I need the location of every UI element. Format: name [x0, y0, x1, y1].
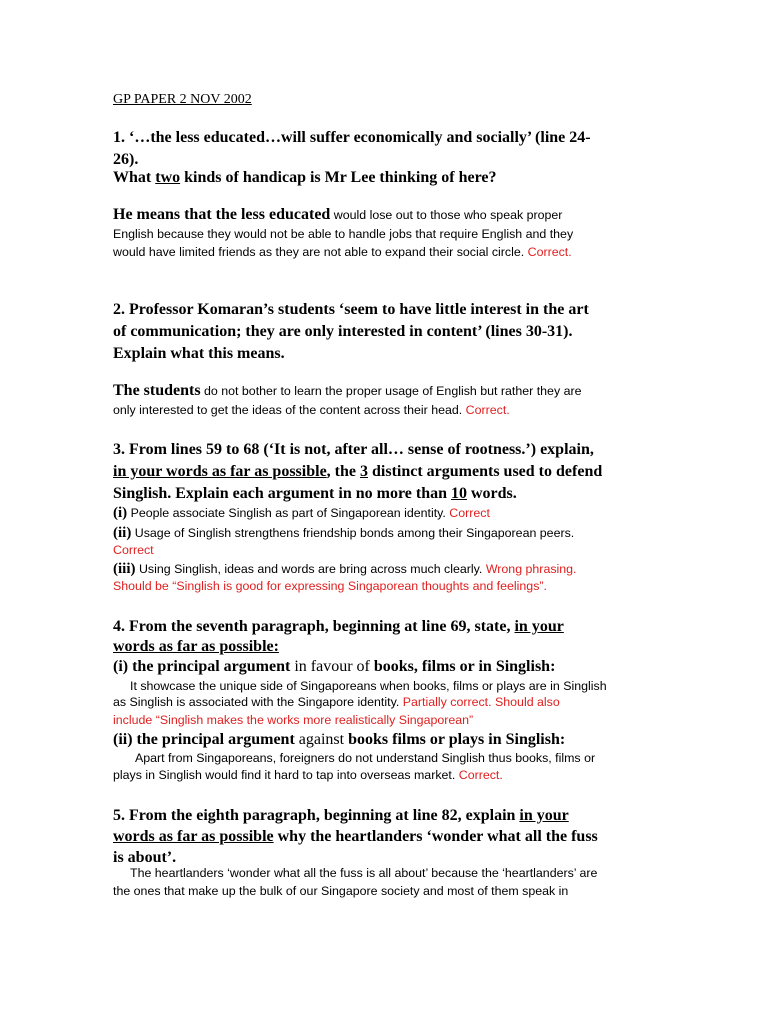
q3-answer-i-text: People associate Singlish as part of Singaporean identity.	[127, 506, 446, 520]
q2-answer-line-2	[113, 402, 510, 419]
q4-underlined-1: in your	[514, 618, 564, 635]
page-title: GP PAPER 2 NOV 2002	[113, 92, 252, 107]
q5-line-3: is about’.	[113, 849, 177, 866]
q1-underlined-two: two	[155, 169, 181, 186]
q3-line-3-pre: Singlish. Explain each argument in no more than	[113, 485, 451, 502]
q2-line-2: of communication; they are only interested in content’ (lines 30-31).	[113, 323, 573, 340]
q3-line-3-post: words.	[466, 485, 517, 502]
q4-sub-i-heading	[113, 656, 555, 678]
q4-mark-i-2: include “Singlish makes the works more realistically Singaporean”	[113, 713, 474, 727]
q1-mark: Correct.	[524, 245, 572, 259]
q2-line-3: Explain what this means.	[113, 345, 285, 362]
q4-line-1	[113, 616, 564, 638]
q3-line-2	[113, 461, 602, 483]
q4-sub-ii-bold: (ii) the principal argument	[113, 731, 295, 748]
q5-underlined-2: words as far as possible	[113, 828, 274, 845]
q3-answer-i	[113, 504, 490, 522]
q3-label-iii: (iii)	[113, 561, 136, 577]
q2-mark: Correct.	[462, 403, 510, 417]
q3-label-ii: (ii)	[113, 525, 132, 541]
q4-sub-i-bold-2: books, films or in Singlish:	[373, 658, 556, 675]
q2-line-1: 2. Professor Komaran’s students ‘seem to have little interest in the art	[113, 301, 589, 318]
q1-answer-line-2: English because they would not be able to handle jobs that require English and they	[113, 227, 574, 241]
q1-line-2: 26).	[113, 151, 139, 168]
q4-i-answer-2-text: as Singlish is associated with the Singapore identity.	[113, 695, 400, 709]
q4-sub-i-bold: (i) the principal argument	[113, 658, 291, 675]
q4-line-2: words as far as possible:	[113, 638, 279, 655]
q3-answer-ii	[113, 524, 574, 542]
q1-line-1: 1. ‘…the less educated…will suffer economically and socially’ (line 24-	[113, 129, 591, 146]
q3-line-2-post: distinct arguments used to defend	[368, 463, 603, 480]
q3-underlined-ten: 10	[450, 485, 467, 502]
q1-answer-line-1	[113, 206, 562, 224]
q5-line-2-post: why the heartlanders ‘wonder what all the fuss	[273, 828, 598, 845]
q5-line-1-pre: 5. From the eighth paragraph, beginning at line 82, explain	[113, 807, 520, 824]
q5-underlined-1: in your	[519, 807, 569, 824]
q4-i-answer-1: It showcase the unique side of Singaporeans when books, films or plays are in Singlish	[130, 679, 607, 693]
q4-sub-ii-mid: against	[294, 731, 349, 748]
q3-underlined-three: 3	[360, 463, 368, 480]
q4-line-1-pre: 4. From the seventh paragraph, beginning at line 69, state,	[113, 618, 515, 635]
q1-line-3-pre: What	[113, 169, 156, 186]
q4-mark-ii: Correct.	[455, 768, 503, 782]
q3-line-3	[113, 483, 517, 505]
q1-line-3	[113, 167, 496, 189]
q4-sub-ii-heading	[113, 729, 565, 751]
q3-line-1: 3. From lines 59 to 68 (‘It is not, after all… sense of rootness.’) explain,	[113, 441, 594, 458]
q5-line-1	[113, 805, 569, 827]
q5-answer-2: the ones that make up the bulk of our Singapore society and most of them speak in	[113, 884, 569, 898]
q1-line-3-post: kinds of handicap is Mr Lee thinking of here?	[180, 169, 497, 186]
q4-mark-i-1: Partially correct. Should also	[399, 695, 560, 709]
q2-answer-lead: The students	[113, 382, 201, 399]
q2-answer-text-1: do not bother to learn the proper usage of English but rather they are	[200, 384, 582, 398]
q4-ii-answer-2	[113, 767, 503, 784]
q5-line-2	[113, 826, 598, 848]
q3-underlined-phrase: in your words as far as possible	[113, 463, 327, 480]
q3-mark-iii-1: Wrong phrasing.	[482, 562, 577, 576]
q3-answer-iii	[113, 560, 577, 578]
q3-mark-ii: Correct	[113, 543, 154, 557]
q2-answer-line-1	[113, 382, 582, 400]
q2-answer-text-2: only interested to get the ideas of the content across their head.	[113, 403, 463, 417]
q1-answer-line-3	[113, 244, 572, 261]
q4-ii-answer-2-text: plays in Singlish would find it hard to tap into overseas market.	[113, 768, 456, 782]
q4-ii-answer-1: Apart from Singaporeans, foreigners do not understand Singlish thus books, films or	[135, 751, 596, 765]
q3-mark-i: Correct	[445, 506, 490, 520]
q4-i-answer-2	[113, 694, 560, 711]
q1-answer-text-1: would lose out to those who speak proper	[330, 208, 563, 222]
q1-answer-lead: He means that the less educated	[113, 206, 331, 223]
q4-sub-i-mid: in favour of	[290, 658, 374, 675]
q3-label-i: (i)	[113, 505, 128, 521]
q3-mark-iii-2: Should be “Singlish is good for expressing Singaporean thoughts and feelings”.	[113, 579, 547, 593]
q1-answer-text-3: would have limited friends as they are not able to expand their social circle.	[113, 245, 525, 259]
q3-answer-iii-text: Using Singlish, ideas and words are bring across much clearly.	[135, 562, 483, 576]
q3-line-2-mid: , the	[326, 463, 360, 480]
q5-answer-1: The heartlanders ‘wonder what all the fuss is all about’ because the ‘heartlanders’ are	[130, 866, 598, 880]
q3-answer-ii-text: Usage of Singlish strengthens friendship bonds among their Singaporean peers.	[131, 526, 575, 540]
q4-sub-ii-bold-2: books films or plays in Singlish:	[348, 731, 566, 748]
